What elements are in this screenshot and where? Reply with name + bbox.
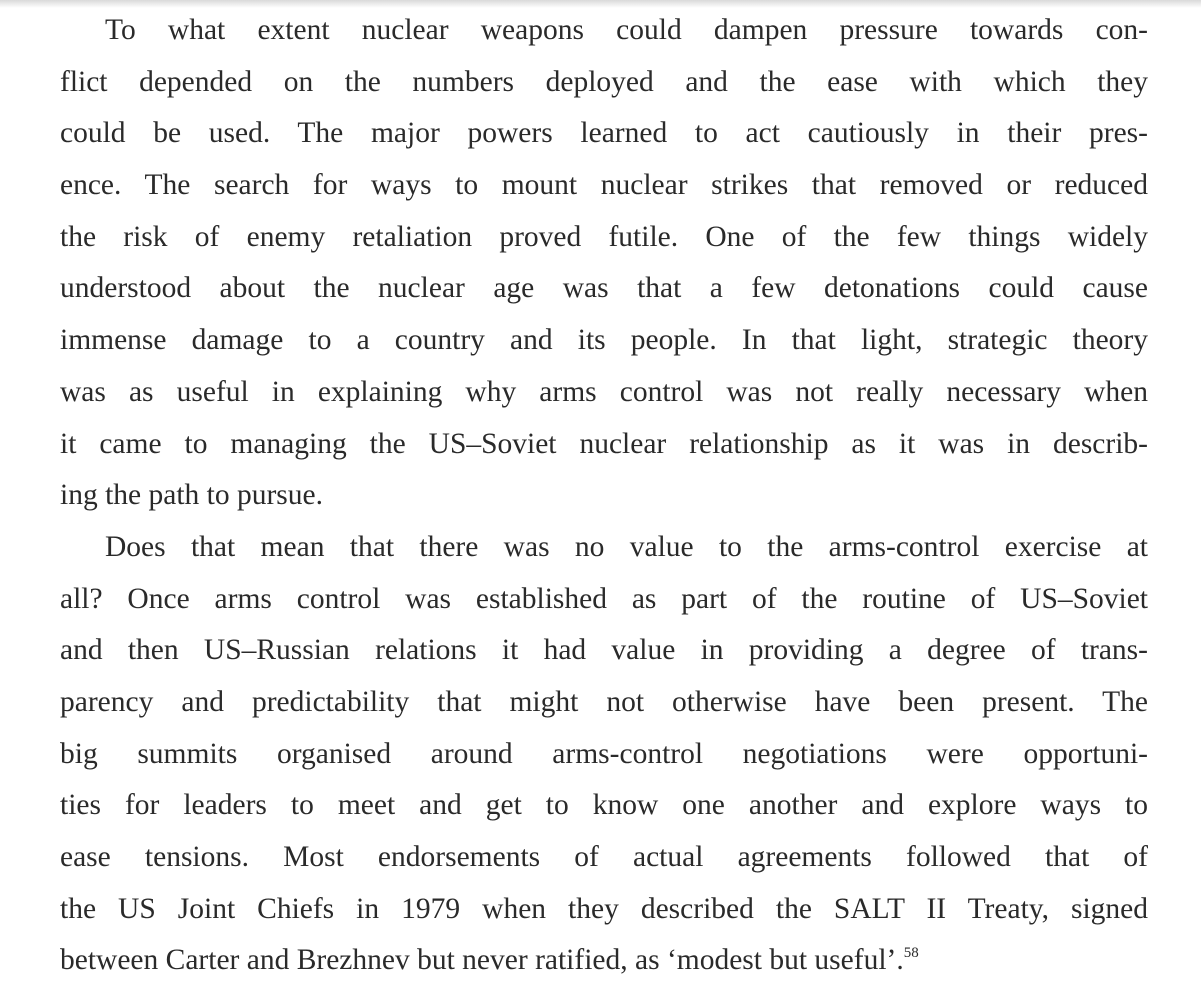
text-line: the risk of enemy retaliation proved futile. One of the few things widely [60, 220, 1148, 253]
document-body [60, 5, 1148, 987]
text-line: the US Joint Chiefs in 1979 when they described the SALT II Treaty, signed [60, 892, 1148, 925]
paragraph-1 [60, 5, 1148, 522]
text-line: big summits organised around arms-control negotiations were opportuni- [60, 737, 1148, 770]
text-line: and then US–Russian relations it had value in providing a degree of trans- [60, 634, 1148, 667]
text-line: To what extent nuclear weapons could dampen pressure towards con- [105, 14, 1148, 46]
footnote-marker[interactable]: 58 [903, 945, 919, 962]
text-line: flict depended on the numbers deployed and the ease with which they [60, 65, 1148, 98]
text-line: parency and predictability that might not otherwise have been present. The [60, 685, 1148, 718]
text-line: was as useful in explaining why arms control was not really necessary when [60, 375, 1148, 408]
text-line: understood about the nuclear age was that a few detonations could cause [60, 272, 1148, 305]
text-line: ties for leaders to meet and get to know one another and explore ways to [60, 789, 1148, 822]
text-line: ence. The search for ways to mount nuclear strikes that removed or reduced [60, 169, 1148, 202]
text-line: Does that mean that there was no value to the arms-control exercise at [105, 530, 1148, 563]
text-line: immense damage to a country and its people. In that light, strategic theory [60, 324, 1148, 357]
text-line-final [60, 935, 1148, 987]
text-line: ing the path to pursue. [60, 479, 323, 512]
text-line: it came to managing the US–Soviet nuclear relationship as it was in describ- [60, 427, 1148, 460]
final-line-text: between Carter and Brezhnev but never ratified, as ‘modest but useful’. [60, 944, 904, 977]
paragraph-2 [60, 522, 1148, 987]
text-line: could be used. The major powers learned to act cautiously in their pres- [60, 117, 1148, 150]
text-line: all? Once arms control was established as part of the routine of US–Soviet [60, 582, 1148, 615]
text-line: ease tensions. Most endorsements of actual agreements followed that of [60, 841, 1148, 873]
